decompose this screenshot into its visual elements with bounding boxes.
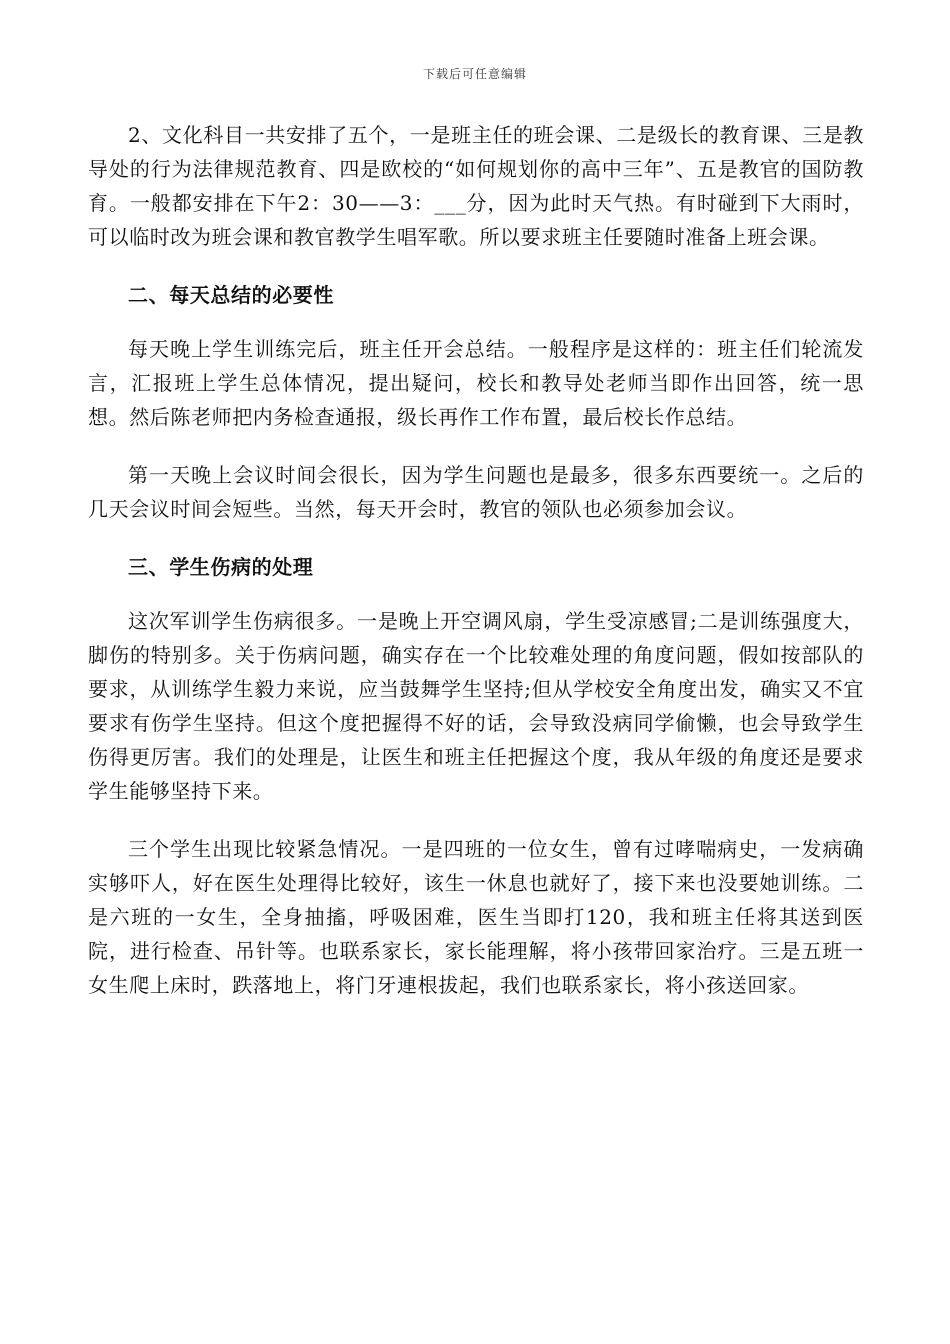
paragraph-culture-subjects: 2、文化科目一共安排了五个，一是班主任的班会课、二是级长的教育课、三是教导处的行为法律规范教育、四是欧校的“如何规划你的高中三年”、五是教官的国防教育。一般都安排在下午2：30——3：___分，因为此时天气热。有时碰到下大雨时，可以临时改为班会课和教官教学生唱军歌。所以要求班主任要随时准备上班会课。 (88, 123, 864, 249)
paragraph-injuries: 这次军训学生伤病很多。一是晚上开空调风扇，学生受凉感冒;二是训练强度大，脚伤的特别多。关于伤病问题，确实存在一个比较难处理的角度问题，假如按部队的要求，从训练学生毅力来说，应当鼓舞学生坚持;但从学校安全角度出发，确实又不宜要求有伤学生坚持。但这个度把握得不好的话，会导致没病同学偷懒，也会导致学生伤得更厉害。我们的处理是，让医生和班主任把握这个度，我从年级的角度还是要求学生能够坚持下来。 (88, 609, 864, 803)
paragraph-daily-meeting: 每天晚上学生训练完后，班主任开会总结。一般程序是这样的：班主任们轮流发言，汇报班上学生总体情况，提出疑问，校长和教导处老师当即作出回答，统一思想。然后陈老师把内务检查通报，级长再作工作布置，最后校长作总结。 (88, 337, 864, 429)
document-body (88, 118, 864, 1026)
section-heading-injury-handling: 三、学生伤病的处理 (128, 555, 314, 579)
page-header: 下载后可任意编辑 (422, 67, 527, 81)
paragraph-emergencies: 三个学生出现比较紧急情况。一是四班的一位女生，曾有过哮喘病史，一发病确实够吓人，好在医生处理得比较好，该生一休息也就好了，接下来也没要她训练。二是六班的一女生，全身抽搐，呼吸困难，医生当即打120，我和班主任将其送到医院，进行检查、吊针等。也联系家长，家长能理解，将小孩带回家治疗。三是五班一女生爬上床时，跌落地上，将门牙連根拔起，我们也联系家长，将小孩送回家。 (88, 837, 864, 997)
section-heading-daily-summary: 二、每天总结的必要性 (128, 283, 334, 307)
paragraph-first-night-meeting: 第一天晚上会议时间会很长，因为学生问题也是最多，很多东西要统一。之后的几天会议时间会短些。当然，每天开会时，教官的领队也必须参加会议。 (88, 463, 864, 521)
